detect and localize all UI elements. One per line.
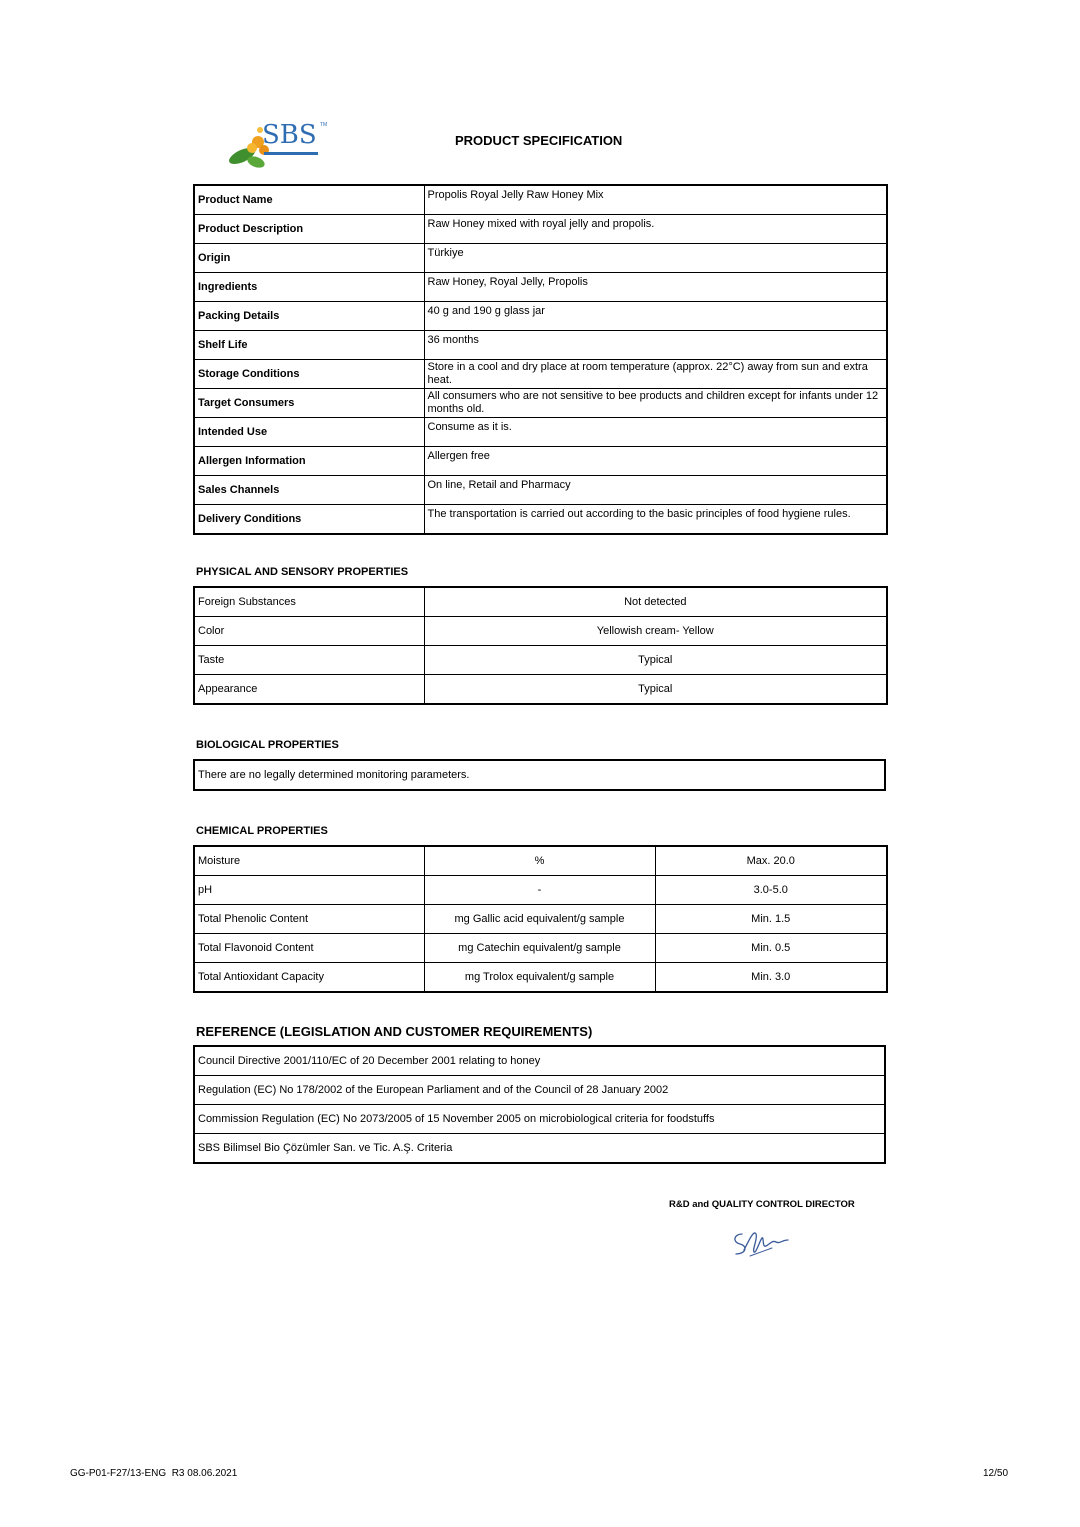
row-value: 36 months (424, 331, 887, 360)
row-value: Yellowish cream- Yellow (424, 617, 887, 646)
row-label: Total Flavonoid Content (194, 934, 424, 963)
row-value: Store in a cool and dry place at room temperature (approx. 22°C) away from sun and extra heat. (424, 360, 887, 389)
table-row (194, 675, 887, 705)
row-value: Türkiye (424, 244, 887, 273)
table-row (194, 646, 887, 675)
row-value: Typical (424, 675, 887, 705)
row-label: Allergen Information (194, 447, 424, 476)
page-title: PRODUCT SPECIFICATION (455, 133, 623, 148)
row-limit: Min. 0.5 (655, 934, 887, 963)
table-row (194, 244, 887, 273)
reference-item: SBS Bilimsel Bio Çözümler San. ve Tic. A.Ş. Criteria (194, 1134, 885, 1164)
table-row (194, 215, 887, 244)
row-limit: Min. 3.0 (655, 963, 887, 993)
row-label: Delivery Conditions (194, 505, 424, 535)
row-label: Ingredients (194, 273, 424, 302)
row-label: Intended Use (194, 418, 424, 447)
physical-properties-table (193, 586, 888, 705)
biological-section-title: BIOLOGICAL PROPERTIES (196, 739, 339, 751)
table-row (194, 1076, 885, 1105)
row-unit: - (424, 876, 655, 905)
table-row (194, 876, 887, 905)
row-label: Packing Details (194, 302, 424, 331)
row-value: On line, Retail and Pharmacy (424, 476, 887, 505)
row-label: Origin (194, 244, 424, 273)
reference-item: Regulation (EC) No 178/2002 of the European Parliament and of the Council of 28 January 2002 (194, 1076, 885, 1105)
table-row (194, 447, 887, 476)
row-unit: mg Catechin equivalent/g sample (424, 934, 655, 963)
table-row (194, 963, 887, 993)
row-label: Target Consumers (194, 389, 424, 418)
row-unit: mg Gallic acid equivalent/g sample (424, 905, 655, 934)
row-limit: Min. 1.5 (655, 905, 887, 934)
table-row (194, 185, 887, 215)
row-label: Color (194, 617, 424, 646)
reference-table (193, 1045, 886, 1164)
reference-item: Commission Regulation (EC) No 2073/2005 of 15 November 2005 on microbiological criteria for foodstuffs (194, 1105, 885, 1134)
physical-section-title: PHYSICAL AND SENSORY PROPERTIES (196, 566, 409, 578)
row-limit: Max. 20.0 (655, 846, 887, 876)
row-label: Sales Channels (194, 476, 424, 505)
row-label: Product Name (194, 185, 424, 215)
page-number: 12/50 (983, 1468, 1009, 1479)
row-label: Shelf Life (194, 331, 424, 360)
signature-image (720, 1220, 794, 1264)
table-row (194, 1134, 885, 1164)
table-row (194, 846, 887, 876)
logo-underline (264, 152, 318, 155)
reference-section-title: REFERENCE (LEGISLATION AND CUSTOMER REQUIREMENTS) (196, 1024, 593, 1039)
row-value: 40 g and 190 g glass jar (424, 302, 887, 331)
row-value: Raw Honey mixed with royal jelly and propolis. (424, 215, 887, 244)
chemical-properties-table (193, 845, 888, 993)
row-label: Taste (194, 646, 424, 675)
row-label: Foreign Substances (194, 587, 424, 617)
table-row (194, 934, 887, 963)
table-row (194, 273, 887, 302)
row-value: Not detected (424, 587, 887, 617)
row-label: Moisture (194, 846, 424, 876)
signature-icon (720, 1220, 794, 1264)
row-limit: 3.0-5.0 (655, 876, 887, 905)
row-label: Total Antioxidant Capacity (194, 963, 424, 993)
table-row (194, 617, 887, 646)
row-unit: % (424, 846, 655, 876)
reference-item: Council Directive 2001/110/EC of 20 December 2001 relating to honey (194, 1046, 885, 1076)
biological-properties-table (193, 759, 886, 791)
table-row (194, 760, 885, 790)
chemical-section-title: CHEMICAL PROPERTIES (196, 825, 328, 837)
row-value: Raw Honey, Royal Jelly, Propolis (424, 273, 887, 302)
company-logo (222, 118, 326, 174)
logo-trademark: TM (320, 122, 328, 128)
table-row (194, 302, 887, 331)
row-value: All consumers who are not sensitive to bee products and children except for infants under 12 months old. (424, 389, 887, 418)
table-row (194, 331, 887, 360)
row-value: Typical (424, 646, 887, 675)
row-value: Allergen free (424, 447, 887, 476)
director-title: R&D and QUALITY CONTROL DIRECTOR (669, 1199, 855, 1210)
row-value: Consume as it is. (424, 418, 887, 447)
table-row (194, 1105, 885, 1134)
table-row (194, 418, 887, 447)
document-code: GG-P01-F27/13-ENG R3 08.06.2021 (70, 1468, 238, 1479)
table-row (194, 360, 887, 389)
logo-text: SBS (262, 120, 317, 150)
row-label: Appearance (194, 675, 424, 705)
table-row (194, 1046, 885, 1076)
table-row (194, 389, 887, 418)
row-label: pH (194, 876, 424, 905)
table-row (194, 476, 887, 505)
row-label: Product Description (194, 215, 424, 244)
row-label: Storage Conditions (194, 360, 424, 389)
row-value: Propolis Royal Jelly Raw Honey Mix (424, 185, 887, 215)
row-value: The transportation is carried out according to the basic principles of food hygiene rules. (424, 505, 887, 535)
table-row (194, 905, 887, 934)
biological-note: There are no legally determined monitoring parameters. (194, 760, 885, 790)
row-unit: mg Trolox equivalent/g sample (424, 963, 655, 993)
table-row (194, 505, 887, 535)
row-label: Total Phenolic Content (194, 905, 424, 934)
table-row (194, 587, 887, 617)
product-info-table (193, 184, 888, 535)
